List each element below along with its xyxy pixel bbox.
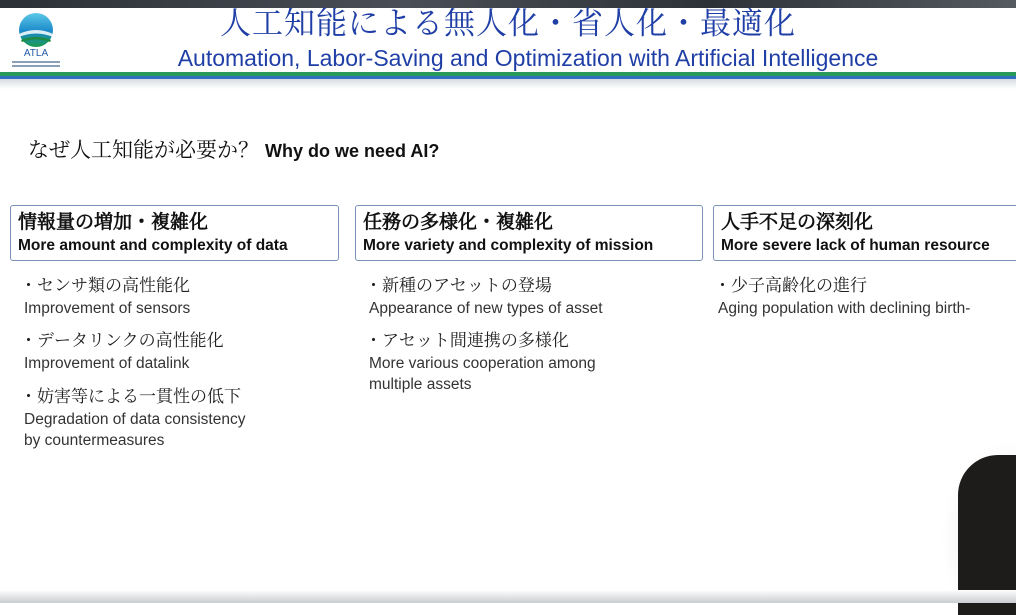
column-heading-box-mission xyxy=(355,205,703,261)
column-heading-box-data xyxy=(10,205,339,261)
list-item-english-continued: by countermeasures xyxy=(24,432,165,449)
slide-title-english: Automation, Labor-Saving and Optimization with Artificial Intelligence xyxy=(177,45,879,71)
column-heading-english: More severe lack of human resource xyxy=(721,237,990,254)
list-item xyxy=(365,329,596,395)
list-item-english: Improvement of sensors xyxy=(24,300,191,317)
question-english: Why do we need AI? xyxy=(265,141,440,161)
title-rule-shadow xyxy=(0,79,1016,89)
list-item-japanese: ・新種のアセットの登場 xyxy=(365,276,552,296)
list-item-japanese: ・少子高齢化の進行 xyxy=(714,276,867,296)
column-heading-japanese: 任務の多様化・複雑化 xyxy=(363,211,554,233)
list-item-japanese: ・妨害等による一貫性の低下 xyxy=(20,387,241,407)
list-item-english: Appearance of new types of asset xyxy=(369,300,603,317)
list-item-english: Aging population with declining birth- xyxy=(718,300,971,317)
column-heading-english: More variety and complexity of mission xyxy=(363,237,654,254)
list-item-english: Improvement of datalink xyxy=(24,355,190,372)
column-heading-japanese: 情報量の増加・複雑化 xyxy=(18,211,209,233)
bottom-edge xyxy=(0,590,1016,603)
list-item-english: Degradation of data consistency xyxy=(24,411,246,428)
column-heading-english: More amount and complexity of data xyxy=(18,237,288,254)
logo-text: ATLA xyxy=(23,48,49,59)
list-item-japanese: ・センサ類の高性能化 xyxy=(20,276,190,296)
list-item xyxy=(20,274,190,319)
list-item-japanese: ・アセット間連携の多様化 xyxy=(365,331,569,351)
list-item-english: More various cooperation among xyxy=(369,355,596,372)
list-item xyxy=(20,385,245,451)
column-heading-box-human-resource xyxy=(713,205,1016,261)
list-item xyxy=(20,329,224,374)
question-japanese: なぜ人工知能が必要か？ xyxy=(28,138,259,162)
list-item xyxy=(365,274,603,319)
list-item-japanese: ・データリンクの高性能化 xyxy=(20,331,224,351)
list-item-english-continued: multiple assets xyxy=(369,376,472,393)
section-question xyxy=(28,134,439,164)
list-item xyxy=(714,274,1016,319)
column-heading-japanese: 人手不足の深刻化 xyxy=(721,211,874,233)
slide-title-japanese: 人工知能による無人化・省人化・最適化 xyxy=(220,6,796,42)
